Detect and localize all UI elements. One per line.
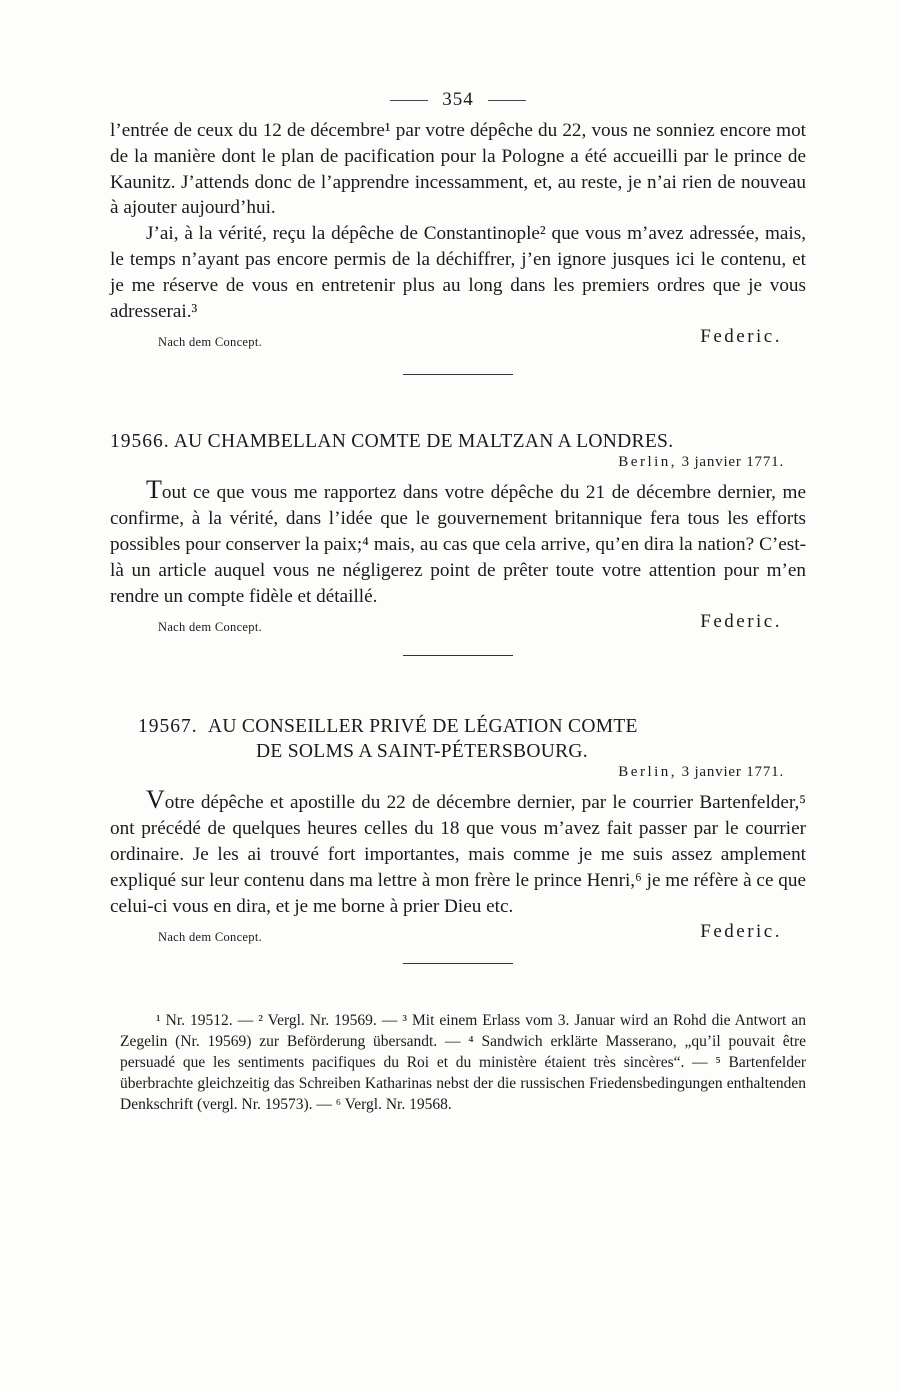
letter-closing [110,921,806,949]
page-header [110,82,806,118]
footnotes [110,1010,806,1115]
section-divider [403,963,513,964]
source-note: Nach dem Concept. [158,335,263,350]
letter-heading [110,714,806,764]
letter-body [110,787,806,919]
carryover-paragraph-2: J’ai, à la vérité, reçu la dépêche de Constantinople² que vous m’avez adressée, mais, le temps n’ayant pas encore permis de la déchiffrer, j’en ignore jusques ici le contenu, et je me réserve de vous en entretenir plus au long dans les premiers ordres que je vous adresserai.³ [110,223,806,322]
carryover-closing [110,326,806,354]
document-page [110,82,806,1115]
date: 3 janvier 1771. [681,764,784,781]
letter-body [110,477,806,609]
section-divider [403,374,513,375]
date-city: Berlin, [618,764,678,781]
signature: Federic. [700,611,782,633]
letter-title-line-1: AU CONSEILLER PRIVÉ DE LÉGATION COMTE [207,716,638,738]
letter-text: out ce que vous me rapportez dans votre dépêche du 21 de décembre dernier, me confirme, à la vérité, dans l’idée que le gouvernement britannique fera tous les efforts possibles pour conserver la paix;⁴ mais, au cas que cela arrive, qu’en dira la nation? C’est-là un article auquel vous ne négligerez point de prêter toute votre attention pour m’en rendre un compte fidèle et détaillé. [110,482,806,607]
header-dash-right [488,100,526,101]
letter-19567 [110,714,806,949]
letter-title: AU CHAMBELLAN COMTE DE MALTZAN A LONDRES. [173,431,674,453]
letter-number: 19566. [110,431,170,453]
signature: Federic. [700,326,782,348]
carryover-paragraph-1: l’entrée de ceux du 12 de décembre¹ par votre dépêche du 22, vous ne sonniez encore mot de la manière dont le plan de pacification pour la Pologne a été accueilli par le prince de Kaunitz. J’attends donc de l’apprendre incessamment, et, au reste, je n’ai rien de nouveau à ajouter aujourd’hui. [110,120,806,219]
header-dash-left [390,100,428,101]
drop-cap: T [146,475,162,505]
letter-text: otre dépêche et apostille du 22 de décembre dernier, par le courrier Bartenfelder,⁵ ont précédé de quelques heures celles du 18 que vous m’avez fait passer par le courrier ordinaire. Je les ai trouvé fort importantes, mais comme je me suis assez amplement expliqué sur leur contenu dans ma lettre à mon frère le prince Henri,⁶ je me réfère à ce que celui-ci vous en dira, et je me borne à prier Dieu etc. [110,792,806,917]
source-note: Nach dem Concept. [158,620,263,635]
footnote-text: ¹ Nr. 19512. — ² Vergl. Nr. 19569. — ³ Mit einem Erlass vom 3. Januar wird an Rohd die Antwort an Zegelin (Nr. 19569) zur Beförderung übersandt. — ⁴ Sandwich erklärte Masserano, „qu’il pouvait être persuadé que les sentiments pacifiques du Roi et du ministère étaient très sincères“. — ⁵ Bartenfelder überbrachte gleichzeitig das Schreiben Katharinas nebst der die russischen Friedensbedingungen enthaltenden Denkschrift (vergl. Nr. 19573). — ⁶ Vergl. Nr. 19568. [120,1012,806,1114]
letter-number: 19567. [138,716,198,738]
carryover-letter [110,118,806,354]
signature: Federic. [700,921,782,943]
dateline [110,454,806,471]
letter-19566 [110,429,806,639]
source-note: Nach dem Concept. [158,930,263,945]
letter-heading [110,429,806,454]
page-number: 354 [442,89,474,110]
date-city: Berlin, [618,454,678,471]
letter-title-line-2: DE SOLMS A SAINT-PÉTERSBOURG. [256,741,588,763]
drop-cap: V [146,785,165,815]
section-divider [403,655,513,656]
date: 3 janvier 1771. [681,454,784,471]
dateline [110,764,806,781]
letter-closing [110,611,806,639]
